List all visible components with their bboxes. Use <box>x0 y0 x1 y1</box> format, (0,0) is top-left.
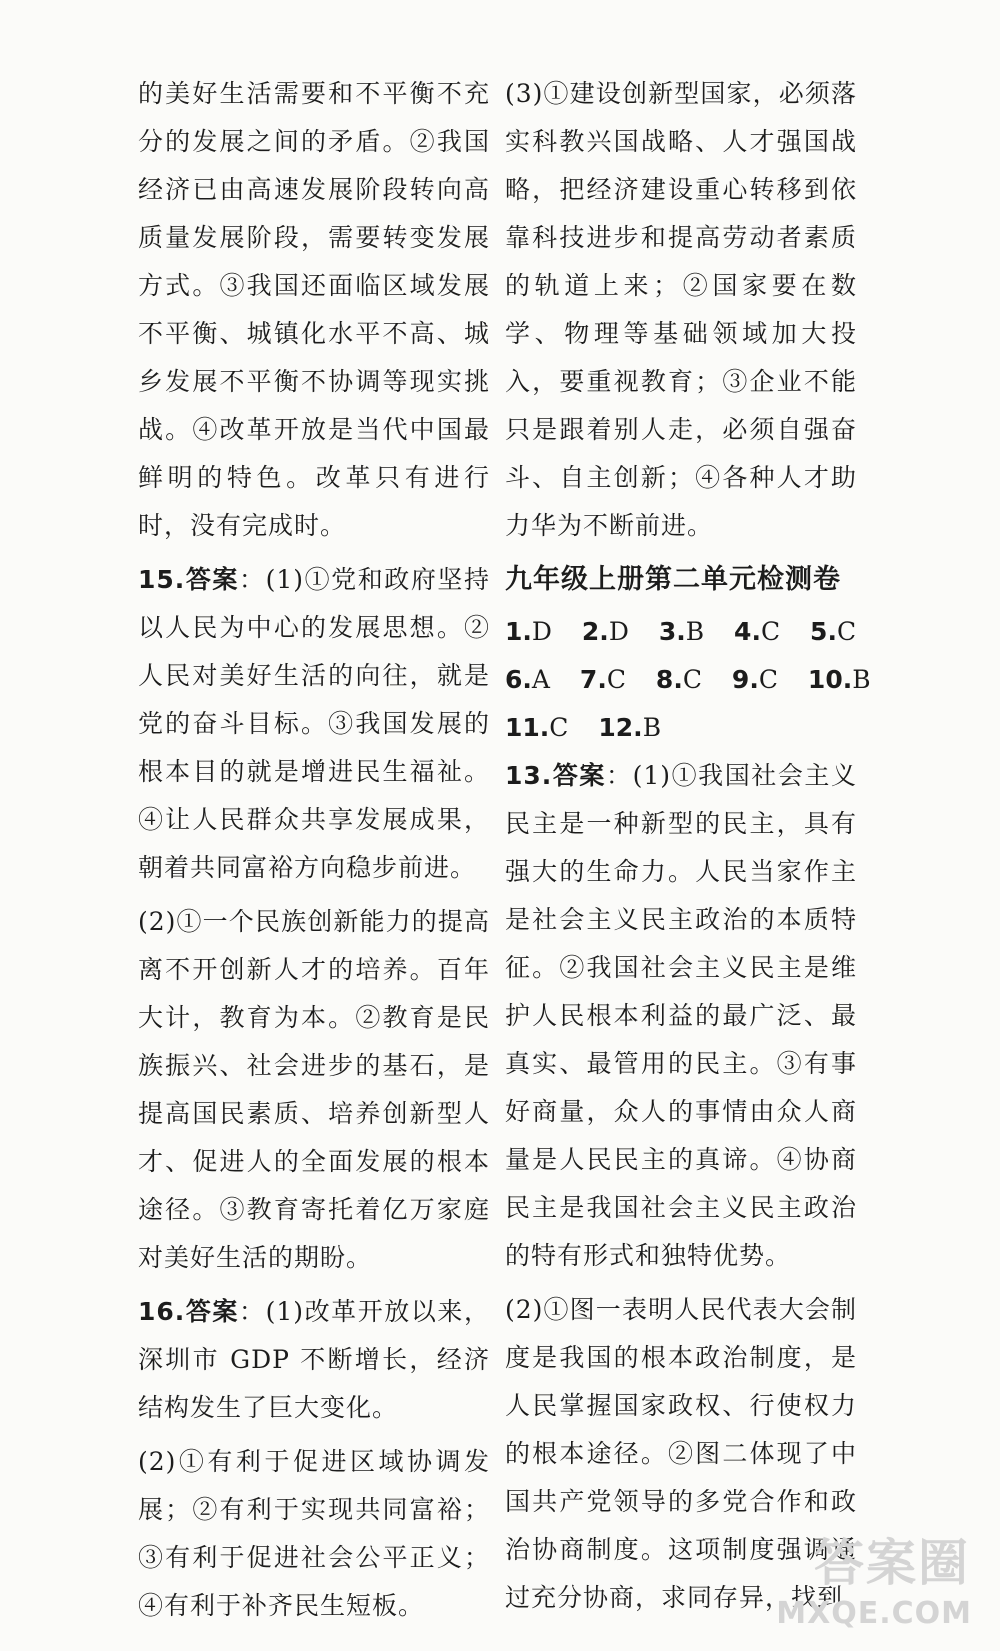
watermark-text: 答案圈 <box>814 1534 970 1592</box>
mc-item: 6.A <box>505 665 550 694</box>
watermark-logo <box>768 1523 978 1633</box>
q13-answer-part2: (2)①图一表明人民代表大会制度是我国的根本政治制度，是人民掌握国家政权、行使权力的根本途径。②图二体现了中国共产党领导的多党合作和政治协商制度。这项制度强调通过充分协商，求同存异，找到 <box>505 1295 857 1612</box>
watermark-domain: MXQE.COM <box>776 1596 972 1631</box>
mc-row-2 <box>505 656 871 704</box>
q13-number: 13. <box>505 761 553 790</box>
q15-number: 15. <box>138 565 186 594</box>
mc-item: 2.D <box>581 617 629 646</box>
q13-answer-label: 答案 <box>552 761 607 790</box>
mc-item: 7.C <box>579 665 626 694</box>
q16-number: 16. <box>138 1297 186 1326</box>
left-column <box>138 70 490 1630</box>
mc-row-1 <box>505 608 857 656</box>
q16-answer-label: 答案 <box>185 1297 240 1326</box>
mc-item: 10.B <box>807 665 871 694</box>
right-intro-paragraph: (3)①建设创新型国家，必须落实科教兴国战略、人才强国战略，把经济建设重心转移到依靠科技进步和提高劳动者素质的轨道上来；②国家要在数学、物理等基础领域加大投入，要重视教育；③企业不能只是跟着别人走，必须自强奋斗、自主创新；④各种人才助力华为不断前进。 <box>505 79 857 540</box>
mc-item: 11.C <box>505 713 569 742</box>
mc-item: 5.C <box>810 617 857 646</box>
mc-row-3 <box>505 704 857 752</box>
q13-part1-text: ：(1)①我国社会主义民主是一种新型的民主，具有强大的生命力。人民当家作主是社会主义民主政治的本质特征。②我国社会主义民主是维护人民根本利益的最广泛、最真实、最管用的民主。③有事好商量，众人的事情由众人商量是人民民主的真谛。④协商民主是我国社会主义民主政治的特有形式和独特优势。 <box>505 761 857 1270</box>
section-title: 九年级上册第二单元检测卷 <box>505 564 841 595</box>
left-intro-paragraph: 的美好生活需要和不平衡不充分的发展之间的矛盾。②我国经济已由高速发展阶段转向高质量发展阶段，需要转变发展方式。③我国还面临区域发展不平衡、城镇化水平不高、城乡发展不平衡不协调等现实挑战。④改革开放是当代中国最鲜明的特色。改革只有进行时，没有完成时。 <box>138 79 490 540</box>
mc-item: 8.C <box>655 665 702 694</box>
mc-item: 3.B <box>658 617 705 646</box>
multiple-choice-answers <box>505 608 871 752</box>
mc-item: 1.D <box>505 617 552 646</box>
mc-item: 12.B <box>598 713 662 742</box>
mc-item: 4.C <box>734 617 781 646</box>
q16-answer-part1 <box>138 1288 490 1432</box>
q13-answer-part1 <box>505 752 857 1280</box>
right-column <box>505 70 871 1622</box>
q15-answer-part1 <box>138 556 490 892</box>
mc-item: 9.C <box>731 665 778 694</box>
q16-part1-text: ：(1)改革开放以来，深圳市 GDP 不断增长，经济结构发生了巨大变化。 <box>138 1297 490 1422</box>
q16-answer-part2: (2)①有利于促进区域协调发展；②有利于实现共同富裕；③有利于促进社会公平正义；④有利于补齐民生短板。 <box>138 1447 490 1620</box>
q15-answer-label: 答案 <box>185 565 240 594</box>
q15-part1-text: ：(1)①党和政府坚持以人民为中心的发展思想。②人民对美好生活的向往，就是党的奋斗目标。③我国发展的根本目的就是增进民生福祉。④让人民群众共享发展成果，朝着共同富裕方向稳步前进。 <box>138 565 490 882</box>
q15-answer-part2: (2)①一个民族创新能力的提高离不开创新人才的培养。百年大计，教育为本。②教育是民族振兴、社会进步的基石，是提高国民素质、培养创新型人才、促进人的全面发展的根本途径。③教育寄托着亿万家庭对美好生活的期盼。 <box>138 907 490 1272</box>
